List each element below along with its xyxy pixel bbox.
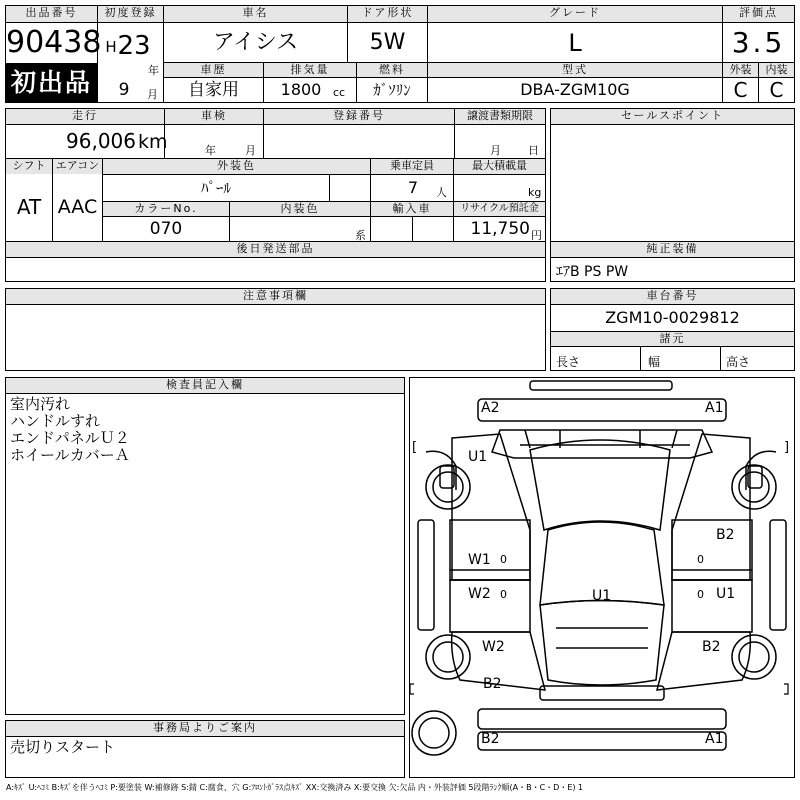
reg-month: 9 [118, 80, 130, 100]
inspection-month-unit: 月 [245, 144, 256, 157]
door-mark: 0 [697, 553, 704, 566]
door-mark: 0 [500, 553, 507, 566]
aircon-label: エアコン [53, 159, 102, 174]
displacement-unit: cc [333, 86, 346, 99]
max-load-unit: kg [528, 186, 542, 199]
reg-year: 23 [117, 31, 151, 61]
door-mark: 0 [500, 588, 507, 601]
mark-front-right: A1 [705, 400, 724, 416]
mark-right-rear-quarter: B2 [702, 639, 721, 655]
inspection-label: 車検 [165, 109, 263, 124]
door-type: 5W [369, 30, 406, 55]
specs-label: 諸元 [551, 332, 794, 346]
color-no-label: カラーNo. [103, 202, 229, 216]
notes-label: 注意事項欄 [6, 289, 545, 304]
recycle-fee: 11,750 [470, 219, 530, 239]
mark-right-front-door: B2 [716, 527, 735, 543]
fuel: ｶﾞｿﾘﾝ [373, 81, 411, 99]
model-label: 型式 [428, 63, 722, 77]
height-label: 高さ [726, 355, 751, 369]
capacity-unit: 人 [436, 186, 447, 199]
mark-right-rear-door: U1 [716, 586, 736, 602]
inspector-line: ホイールカバーＡ [10, 446, 130, 464]
reg-year-unit: 年 [148, 64, 159, 77]
score-label: 評価点 [723, 6, 794, 22]
mark-left-front-door: W1 [468, 552, 491, 568]
mileage: 96,006 [66, 129, 136, 153]
mark-left-rear-door: W2 [468, 586, 491, 602]
mark-left-rear: B2 [483, 676, 502, 692]
model-code: DBA-ZGM10G [520, 80, 630, 99]
color-no: 070 [149, 219, 183, 239]
bracket-left: [ [412, 440, 418, 455]
interior-color-label: 内装色 [230, 202, 370, 216]
interior-grade-label: 内装 [759, 63, 794, 77]
inspector-notes [10, 396, 400, 464]
recycle-label: リサイクル預託金 [454, 202, 545, 216]
mark-rear-right: A1 [705, 731, 724, 747]
exterior-color-label: 外装色 [103, 159, 370, 174]
grade-label: グレード [428, 6, 722, 22]
length-label: 長さ [556, 355, 581, 369]
interior-color-unit: 系 [355, 229, 366, 242]
transfer-month-unit: 月 [490, 144, 501, 157]
door-mark: 0 [697, 588, 704, 601]
reg-number-label: 登録番号 [264, 109, 454, 124]
mark-front-left: A2 [481, 400, 500, 416]
car-outline [409, 377, 795, 778]
exterior-grade: C [733, 78, 748, 102]
genuine-equipment: ｴｱB PS PW [556, 264, 629, 280]
genuine-equipment-label: 純正装備 [551, 242, 794, 257]
grade: L [568, 29, 582, 57]
era-prefix: H [105, 38, 117, 56]
shift-label: シフト [6, 159, 52, 174]
import-label: 輸入車 [371, 202, 453, 216]
inspector-label: 検査員記入欄 [6, 378, 404, 393]
chassis-number: ZGM10-0029812 [605, 308, 740, 327]
exterior-grade-label: 外装 [723, 63, 758, 77]
history: 自家用 [188, 80, 239, 100]
reg-month-unit: 月 [147, 88, 158, 101]
first-reg-label: 初度登録 [98, 6, 163, 22]
lot-number: 90438 [6, 25, 102, 60]
history-label: 車歴 [164, 63, 263, 77]
office-label: 事務局よりご案内 [6, 721, 404, 736]
mileage-unit: km [138, 131, 168, 153]
shift: AT [16, 195, 42, 219]
bracket-right: ] [784, 440, 790, 455]
mark-roof: U1 [592, 588, 612, 604]
mark-rear-left: B2 [481, 731, 500, 747]
car-name-label: 車名 [164, 6, 347, 22]
max-load-label: 最大積載量 [454, 159, 545, 174]
chassis-label: 車台番号 [551, 289, 794, 304]
legend: A:ｷｽﾞ U:ﾍｺﾐ B:ｷｽﾞを伴うﾍｺﾐ P:要塗装 W:補修跡 S:錆 C:腐食、穴 G:ﾌﾛﾝﾄｶﾞﾗｽ点ｷｽﾞ XX:交換済み X:要交換 欠:欠品 内・外装評価 5段階ﾗﾝｸ順(A・B・C・D・E) 1 [6, 783, 584, 792]
later-parts-label: 後日発送部品 [6, 242, 545, 257]
first-listing-text: 初出品 [10, 68, 92, 97]
inspector-line: エンドパネルＵ２ [10, 429, 130, 447]
exterior-color: ﾊﾟｰﾙ [200, 179, 231, 197]
mark-hood: U1 [468, 449, 488, 465]
mark-left-rear-quarter: W2 [482, 639, 505, 655]
recycle-unit: 円 [531, 229, 542, 242]
mileage-label: 走行 [6, 109, 164, 124]
capacity: 7 [407, 178, 419, 197]
inspector-line: 室内汚れ [10, 395, 71, 413]
door-label: ドア形状 [348, 6, 427, 22]
inspection-year-unit: 年 [205, 144, 216, 157]
capacity-label: 乗車定員 [371, 159, 453, 174]
aircon: AAC [57, 196, 98, 218]
interior-grade: C [769, 78, 784, 102]
car-name: アイシス [212, 30, 299, 55]
displacement-label: 排気量 [264, 63, 356, 77]
fuel-label: 燃料 [357, 63, 427, 77]
transfer-label: 譲渡書類期限 [455, 109, 545, 124]
score: 3.5 [731, 26, 786, 59]
displacement: 1800 [280, 80, 322, 99]
transfer-day-unit: 日 [528, 144, 539, 157]
inspector-line: ハンドルすれ [10, 412, 101, 430]
office-note: 売切りスタート [10, 738, 116, 756]
lot-number-label: 出品番号 [6, 6, 97, 22]
sales-points-label: セールスポイント [551, 109, 794, 124]
width-label: 幅 [648, 355, 661, 369]
